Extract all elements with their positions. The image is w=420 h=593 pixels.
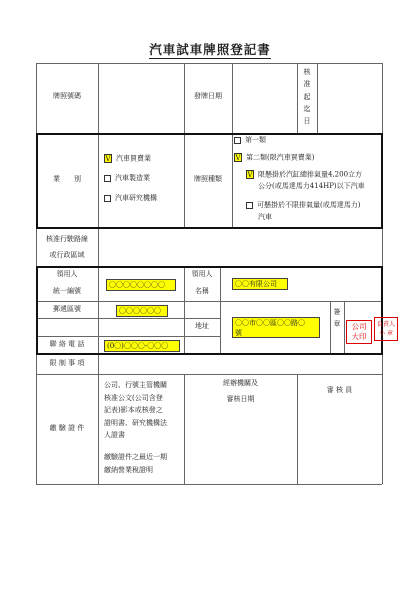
- applicant-id-label-line1: 領用人: [56, 270, 78, 278]
- checkbox-unchecked[interactable]: [104, 195, 111, 202]
- zip-code-field[interactable]: 〇〇〇〇〇〇: [116, 305, 168, 317]
- checkbox-unchecked[interactable]: [104, 175, 111, 182]
- applicant-id-label-line2: 統一編號: [53, 287, 81, 295]
- approved-term-char: 起: [303, 92, 311, 101]
- plate-type-class1-label: 第一類: [245, 136, 266, 144]
- reviewer-label: 審 核 員: [326, 386, 353, 394]
- business-category-label: 業 別: [53, 175, 81, 183]
- plate-type-sub1[interactable]: [246, 170, 362, 180]
- plate-number-label: 牌照號碼: [53, 92, 81, 100]
- seal-label-char: 簽: [333, 308, 341, 316]
- plate-type-sub2-line1: 可懸掛於不限排氣量(或馬達馬力): [257, 201, 361, 209]
- approved-term-char: 核: [303, 68, 311, 76]
- category-option-label: 汽車製造業: [115, 174, 150, 182]
- category-option-label: 汽車研究機構: [115, 194, 157, 202]
- category-option-research[interactable]: [104, 194, 157, 203]
- applicant-name-field[interactable]: 〇〇有限公司: [232, 278, 288, 290]
- phone-field[interactable]: (0〇)〇〇〇-〇〇〇: [104, 340, 180, 352]
- phone-label: 聯 絡 電 話: [49, 340, 85, 348]
- documents-line: 記表)影本或核發之: [104, 406, 163, 414]
- plate-number-field[interactable]: [98, 64, 184, 132]
- documents-line: 繳納營業稅證明: [104, 465, 153, 474]
- company-seal-line1: 公司: [351, 322, 367, 331]
- documents-list-1: [104, 379, 167, 442]
- route-label-line1: 核准行駛路線: [46, 235, 88, 243]
- page-title-text: 汽車試車牌照登記書: [149, 42, 271, 57]
- address-line1: 〇〇市〇〇區〇〇路〇: [235, 319, 305, 327]
- agency-label-line2: 審核日期: [226, 395, 255, 403]
- address-label: 地址: [195, 322, 209, 330]
- page-title: [0, 40, 420, 58]
- documents-list-2: [104, 451, 167, 476]
- documents-label: 繳 驗 證 件: [49, 424, 85, 432]
- route-field[interactable]: [98, 229, 382, 266]
- category-option-label: 汽車買賣業: [116, 154, 151, 163]
- seal-label: [330, 306, 344, 330]
- responsible-person-seal-stamp: [374, 317, 398, 341]
- issue-date-label: 發牌日期: [194, 92, 222, 100]
- documents-line: 人證書: [104, 431, 125, 439]
- approved-term-char: 迄: [303, 104, 311, 113]
- approved-term-label: [297, 66, 317, 127]
- approved-term-field[interactable]: [317, 64, 382, 132]
- address-field[interactable]: [232, 317, 320, 338]
- approved-term-char: 日: [303, 117, 311, 126]
- applicant-name-label-line2: 名稱: [195, 287, 209, 295]
- applicant-id-field[interactable]: 〇〇〇〇〇〇〇〇: [106, 279, 176, 291]
- category-option-manufacturer[interactable]: [104, 174, 150, 183]
- documents-line: 核准公文(公司含登: [104, 393, 163, 402]
- checkbox-checked[interactable]: V: [247, 171, 253, 179]
- seal-label-char: 章: [333, 320, 341, 328]
- checkbox-unchecked[interactable]: [246, 202, 253, 209]
- issue-date-field[interactable]: [232, 64, 297, 132]
- approved-term-char: 准: [303, 80, 311, 89]
- agency-label-line1: 經辦機關及: [223, 379, 258, 387]
- plate-type-sub1-line2: 公分(或馬達馬力414HP)以下汽車: [258, 182, 365, 190]
- documents-line: 繳驗證件之最近一期: [104, 453, 167, 461]
- plate-type-label: 牌照種類: [194, 175, 222, 183]
- plate-type-class1[interactable]: [234, 136, 266, 145]
- applicant-name-label-line1: 領用人: [191, 270, 213, 278]
- checkbox-unchecked[interactable]: [234, 137, 241, 144]
- category-option-dealer[interactable]: [104, 154, 151, 164]
- company-seal-line2: 大印: [351, 332, 367, 341]
- restrictions-field[interactable]: [98, 355, 382, 374]
- plate-type-sub1-line1: 限懸掛於汽缸總排氣量4,200立方: [258, 170, 363, 179]
- address-line2: 號: [235, 329, 242, 337]
- company-seal-stamp: [346, 320, 372, 344]
- person-seal-line1: 負責人: [376, 321, 395, 328]
- restrictions-label: 限 制 事 項: [49, 359, 85, 367]
- plate-type-sub2[interactable]: [246, 201, 360, 210]
- zip-code-label: 郵遞區號: [53, 305, 81, 313]
- checkbox-checked[interactable]: V: [105, 155, 111, 163]
- plate-type-class2[interactable]: [234, 153, 314, 163]
- documents-line: 公司、行號主管機關: [104, 381, 167, 389]
- plate-type-sub2-line2: 汽車: [258, 213, 272, 221]
- documents-line: 證明書、研究機構法: [104, 418, 167, 427]
- checkbox-checked[interactable]: V: [235, 154, 241, 162]
- plate-type-class2-label: 第二類(限汽車買賣業): [246, 153, 315, 162]
- route-label-line2: 或行政區域: [49, 251, 85, 259]
- person-seal-line2: 小 章: [379, 330, 393, 337]
